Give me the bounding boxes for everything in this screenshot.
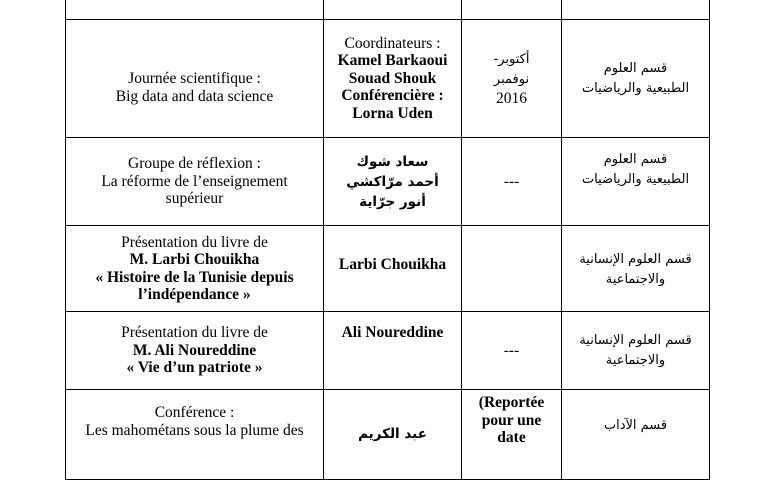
people-line: عبد الكريم bbox=[358, 426, 427, 442]
date-line: نوفمبر bbox=[493, 71, 530, 87]
activity-line: supérieur bbox=[165, 190, 224, 208]
department-line: والاجتماعية bbox=[605, 272, 666, 287]
activity-line: Présentation du livre de bbox=[121, 324, 268, 342]
activity-line: « Vie d’un patriote » bbox=[126, 359, 263, 377]
people-line: أنور جرّاية bbox=[359, 193, 426, 210]
date-line: أكتوبر- bbox=[493, 51, 530, 67]
cell-date bbox=[462, 0, 562, 20]
cell-date bbox=[462, 312, 562, 390]
people-line: سعاد شوك bbox=[356, 153, 429, 170]
people-line: Souad Shouk bbox=[348, 69, 437, 87]
cell-department bbox=[562, 226, 710, 312]
cell-activity bbox=[66, 0, 324, 20]
cell-people bbox=[324, 312, 462, 390]
cell-date bbox=[462, 226, 562, 312]
activity-line: Présentation du livre de bbox=[121, 233, 268, 251]
cell-department bbox=[562, 390, 710, 480]
table-row bbox=[66, 0, 710, 20]
activity-line: M. Larbi Chouikha bbox=[129, 251, 260, 268]
cell-activity bbox=[66, 226, 324, 312]
cell-activity bbox=[66, 20, 324, 138]
cell-people bbox=[324, 20, 462, 138]
table-row bbox=[66, 312, 710, 390]
activity-line: « Histoire de la Tunisie depuis bbox=[95, 268, 294, 286]
activities-table bbox=[65, 0, 710, 480]
cell-people bbox=[324, 226, 462, 312]
cell-activity bbox=[66, 312, 324, 390]
department-line: قسم العلوم الإنسانية bbox=[579, 252, 692, 267]
cell-department bbox=[562, 20, 710, 138]
people-line: Ali Noureddine bbox=[341, 324, 444, 341]
people-line: Lorna Uden bbox=[352, 104, 433, 122]
activity-line: Conférence : bbox=[154, 404, 235, 421]
department-line: الطبيعية والرياضيات bbox=[581, 80, 690, 96]
activity-line: Big data and data science bbox=[115, 87, 274, 105]
table-row bbox=[66, 138, 710, 226]
date-line: date bbox=[497, 429, 526, 446]
cell-people bbox=[324, 390, 462, 480]
department-line: الطبيعية والرياضيات bbox=[581, 172, 690, 187]
cell-date bbox=[462, 138, 562, 226]
people-line: Conférencière : bbox=[341, 87, 444, 105]
activity-line: Les mahométans sous la plume des bbox=[85, 421, 304, 439]
table-row bbox=[66, 226, 710, 312]
department-line: والاجتماعية bbox=[605, 352, 666, 368]
cell-people bbox=[324, 138, 462, 226]
cell-activity bbox=[66, 390, 324, 480]
cell-date bbox=[462, 390, 562, 480]
activity-line: La réforme de l’enseignement bbox=[101, 172, 288, 190]
activity-line: l’indépendance » bbox=[138, 286, 251, 303]
date-line: pour une bbox=[481, 411, 542, 429]
table-row bbox=[66, 20, 710, 138]
activity-line: M. Ali Noureddine bbox=[132, 341, 257, 359]
department-line: قسم العلوم bbox=[603, 60, 668, 76]
cell-department bbox=[562, 312, 710, 390]
people-line: أحمد مرّاكشي bbox=[346, 173, 439, 190]
people-line: Coordinateurs : bbox=[344, 34, 441, 52]
cell-date bbox=[462, 20, 562, 138]
cell-people bbox=[324, 0, 462, 20]
department-line: قسم العلوم bbox=[603, 152, 668, 167]
cell-department bbox=[562, 0, 710, 20]
date-line: 2016 bbox=[496, 89, 527, 107]
date-line: --- bbox=[503, 341, 520, 359]
activity-line: Groupe de réflexion : bbox=[128, 155, 261, 173]
activity-line: Journée scientifique : bbox=[128, 70, 261, 87]
date-line: (Reportée bbox=[478, 394, 545, 411]
people-line: Kamel Barkaoui bbox=[337, 52, 448, 70]
department-line: قسم العلوم الإنسانية bbox=[579, 332, 692, 348]
cell-department bbox=[562, 138, 710, 226]
people-line: Larbi Chouikha bbox=[338, 256, 447, 273]
table-row bbox=[66, 390, 710, 480]
date-line: --- bbox=[503, 172, 520, 190]
cell-activity bbox=[66, 138, 324, 226]
department-line: قسم الآداب bbox=[603, 418, 668, 433]
